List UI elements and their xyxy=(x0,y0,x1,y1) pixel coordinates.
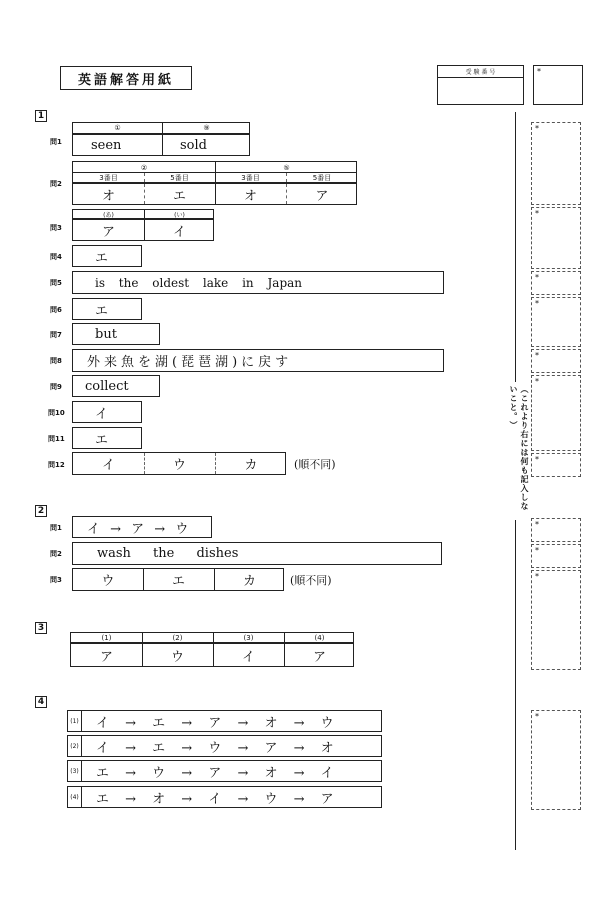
q1-2-label: 問2 xyxy=(50,180,62,188)
q1-7-answer[interactable]: but xyxy=(72,323,160,345)
q1-9-answer[interactable]: collect xyxy=(72,375,160,397)
s4-row-3[interactable]: (3) エ → ウ → ア → オ → イ xyxy=(67,760,382,782)
page-title: 英語解答用紙 xyxy=(60,66,192,90)
score-box-total: * xyxy=(533,65,583,105)
s4-row-1[interactable]: (1) イ → エ → ア → オ → ウ xyxy=(67,710,382,732)
score-box-11: * xyxy=(531,710,581,810)
q1-3-label: 問3 xyxy=(50,224,62,232)
q2-3-note: (順不同) xyxy=(290,574,332,587)
q1-12-label: 問12 xyxy=(48,461,65,469)
score-box-1: * xyxy=(531,122,581,205)
s3-header: (1) (2) (3) (4) xyxy=(70,632,354,643)
q1-6-label: 問6 xyxy=(50,306,62,314)
q2-3-answer[interactable]: ウ エ カ xyxy=(72,568,284,591)
q2-3-label: 問3 xyxy=(50,576,62,584)
side-note: （これより右には何も記入しないこと。） xyxy=(509,385,529,511)
s3-answer[interactable]: ア ウ イ ア xyxy=(70,643,354,667)
s4-row-2[interactable]: (2) イ → エ → ウ → ア → オ xyxy=(67,735,382,757)
q1-6-answer[interactable]: エ xyxy=(72,298,142,320)
score-box-10: * xyxy=(531,570,581,670)
divider-line-top xyxy=(515,112,516,382)
q1-11-answer[interactable]: エ xyxy=(72,427,142,449)
q1-5-answer[interactable]: is the oldest lake in Japan xyxy=(72,271,444,294)
section-4-label: 4 xyxy=(35,696,47,708)
score-box-7: * xyxy=(531,453,581,477)
q1-4-answer[interactable]: エ xyxy=(72,245,142,267)
q1-8-label: 問8 xyxy=(50,357,62,365)
q1-4-label: 問4 xyxy=(50,253,62,261)
section-1-label: 1 xyxy=(35,110,47,122)
q1-7-label: 問7 xyxy=(50,331,62,339)
q1-2-header: ② ⑤ 3番目 5番目 3番目 5番目 xyxy=(72,161,357,183)
q1-10-label: 問10 xyxy=(48,409,65,417)
q2-2-label: 問2 xyxy=(50,550,62,558)
s4-row-4[interactable]: (4) エ → オ → イ → ウ → ア xyxy=(67,786,382,808)
score-box-2: * xyxy=(531,207,581,269)
q1-1-answer[interactable]: seen sold xyxy=(72,134,250,156)
q1-11-label: 問11 xyxy=(48,435,65,443)
section-3-label: 3 xyxy=(35,622,47,634)
q1-8-answer[interactable]: 外来魚を湖(琵琶湖)に戻す xyxy=(72,349,444,372)
score-box-9: * xyxy=(531,544,581,568)
q1-12-note: (順不同) xyxy=(294,458,336,471)
q1-2-answer[interactable]: オ エ オ ア xyxy=(72,183,357,205)
q2-2-answer[interactable]: wash the dishes xyxy=(72,542,442,565)
exam-number-label: 受 験 番 号 xyxy=(438,66,523,78)
q2-1-answer[interactable]: イ → ア → ウ xyxy=(72,516,212,538)
q1-3-answer[interactable]: ア イ xyxy=(72,219,214,241)
q1-12-answer[interactable]: イ ウ カ xyxy=(72,452,286,475)
q1-5-label: 問5 xyxy=(50,279,62,287)
section-2-label: 2 xyxy=(35,505,47,517)
score-box-5: * xyxy=(531,349,581,373)
q2-1-label: 問1 xyxy=(50,524,62,532)
q1-3-header: (あ) (い) xyxy=(72,209,214,219)
q1-10-answer[interactable]: イ xyxy=(72,401,142,423)
q1-9-label: 問9 xyxy=(50,383,62,391)
q1-1-header: ① ⑨ xyxy=(72,122,250,134)
q1-1-label: 問1 xyxy=(50,138,62,146)
score-box-8: * xyxy=(531,518,581,542)
score-box-6: * xyxy=(531,375,581,451)
score-box-4: * xyxy=(531,297,581,347)
exam-number-box[interactable] xyxy=(437,65,524,105)
divider-line-bottom xyxy=(515,520,516,850)
score-box-3: * xyxy=(531,271,581,295)
